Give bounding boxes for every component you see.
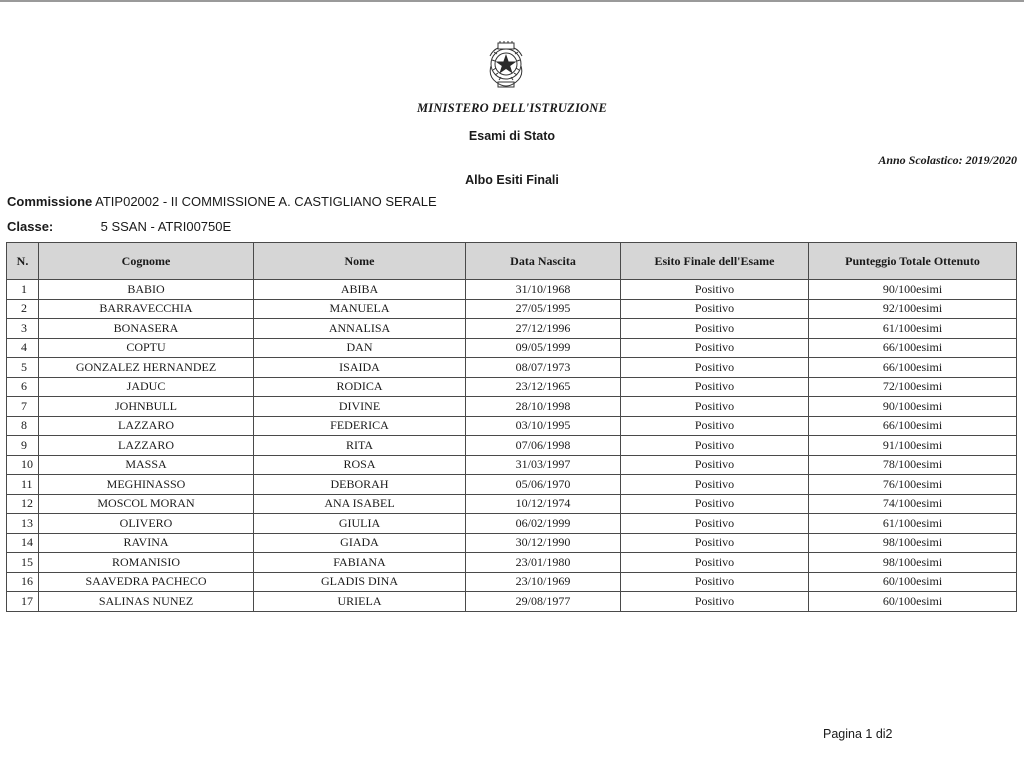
esito-cell: Positivo xyxy=(621,572,809,592)
table-row xyxy=(7,397,1017,417)
punteggio-cell: 91/100esimi xyxy=(809,436,1017,456)
esito-cell: Positivo xyxy=(621,455,809,475)
birthdate-cell: 10/12/1974 xyxy=(466,494,621,514)
punteggio-cell: 61/100esimi xyxy=(809,319,1017,339)
punteggio-cell: 98/100esimi xyxy=(809,553,1017,573)
birthdate-cell: 03/10/1995 xyxy=(466,416,621,436)
punteggio-cell: 66/100esimi xyxy=(809,416,1017,436)
esito-cell: Positivo xyxy=(621,377,809,397)
birthdate-cell: 08/07/1973 xyxy=(466,358,621,378)
punteggio-cell: 60/100esimi xyxy=(809,592,1017,612)
birthdate-cell: 31/03/1997 xyxy=(466,455,621,475)
birthdate-cell: 23/12/1965 xyxy=(466,377,621,397)
register-title: Albo Esiti Finali xyxy=(465,173,559,187)
row-number: 14 xyxy=(7,533,39,553)
row-number: 1 xyxy=(7,280,39,300)
esito-cell: Positivo xyxy=(621,494,809,514)
cognome-cell: BONASERA xyxy=(39,319,254,339)
punteggio-cell: 76/100esimi xyxy=(809,475,1017,495)
page-number: Pagina 1 di2 xyxy=(823,727,893,741)
punteggio-cell: 78/100esimi xyxy=(809,455,1017,475)
nome-cell: DEBORAH xyxy=(254,475,466,495)
birthdate-cell: 28/10/1998 xyxy=(466,397,621,417)
cognome-cell: MASSA xyxy=(39,455,254,475)
commissione-line xyxy=(7,194,437,209)
cognome-cell: SAAVEDRA PACHECO xyxy=(39,572,254,592)
punteggio-cell: 74/100esimi xyxy=(809,494,1017,514)
cognome-cell: LAZZARO xyxy=(39,436,254,456)
table-row xyxy=(7,533,1017,553)
nome-cell: ROSA xyxy=(254,455,466,475)
esito-cell: Positivo xyxy=(621,553,809,573)
table-row xyxy=(7,455,1017,475)
table-row xyxy=(7,338,1017,358)
row-number: 6 xyxy=(7,377,39,397)
birthdate-cell: 31/10/1968 xyxy=(466,280,621,300)
table-row xyxy=(7,572,1017,592)
commissione-value: ATIP02002 - II COMMISSIONE A. CASTIGLIANO SERALE xyxy=(95,194,437,209)
table-row xyxy=(7,553,1017,573)
cognome-cell: MEGHINASSO xyxy=(39,475,254,495)
birthdate-cell: 30/12/1990 xyxy=(466,533,621,553)
cognome-cell: LAZZARO xyxy=(39,416,254,436)
esito-cell: Positivo xyxy=(621,299,809,319)
table-row xyxy=(7,494,1017,514)
cognome-cell: BARRAVECCHIA xyxy=(39,299,254,319)
punteggio-cell: 90/100esimi xyxy=(809,397,1017,417)
nome-cell: ABIBA xyxy=(254,280,466,300)
esito-cell: Positivo xyxy=(621,358,809,378)
nome-cell: FEDERICA xyxy=(254,416,466,436)
nome-cell: ISAIDA xyxy=(254,358,466,378)
birthdate-cell: 29/08/1977 xyxy=(466,592,621,612)
row-number: 12 xyxy=(7,494,39,514)
row-number: 7 xyxy=(7,397,39,417)
esito-cell: Positivo xyxy=(621,397,809,417)
classe-label: Classe: xyxy=(7,219,54,234)
nome-cell: RODICA xyxy=(254,377,466,397)
punteggio-cell: 61/100esimi xyxy=(809,514,1017,534)
table-row xyxy=(7,592,1017,612)
esito-cell: Positivo xyxy=(621,592,809,612)
nome-cell: RITA xyxy=(254,436,466,456)
table-row xyxy=(7,358,1017,378)
table-row xyxy=(7,514,1017,534)
esito-cell: Positivo xyxy=(621,436,809,456)
birthdate-cell: 07/06/1998 xyxy=(466,436,621,456)
cognome-cell: RAVINA xyxy=(39,533,254,553)
esito-cell: Positivo xyxy=(621,475,809,495)
cognome-cell: COPTU xyxy=(39,338,254,358)
table-row xyxy=(7,319,1017,339)
cognome-cell: JOHNBULL xyxy=(39,397,254,417)
school-year: Anno Scolastico: 2019/2020 xyxy=(878,153,1017,167)
header-cognome: Cognome xyxy=(39,243,254,280)
table-row xyxy=(7,280,1017,300)
esito-cell: Positivo xyxy=(621,280,809,300)
birthdate-cell: 23/10/1969 xyxy=(466,572,621,592)
row-number: 2 xyxy=(7,299,39,319)
nome-cell: MANUELA xyxy=(254,299,466,319)
commissione-label: Commissione xyxy=(7,194,93,209)
row-number: 8 xyxy=(7,416,39,436)
esito-cell: Positivo xyxy=(621,319,809,339)
row-number: 10 xyxy=(7,455,39,475)
nome-cell: URIELA xyxy=(254,592,466,612)
header-nome: Nome xyxy=(254,243,466,280)
birthdate-cell: 27/12/1996 xyxy=(466,319,621,339)
cognome-cell: SALINAS NUNEZ xyxy=(39,592,254,612)
italian-republic-emblem-icon xyxy=(484,40,528,90)
birthdate-cell: 05/06/1970 xyxy=(466,475,621,495)
row-number: 16 xyxy=(7,572,39,592)
esito-cell: Positivo xyxy=(621,416,809,436)
cognome-cell: GONZALEZ HERNANDEZ xyxy=(39,358,254,378)
row-number: 3 xyxy=(7,319,39,339)
classe-value: 5 SSAN - ATRI00750E xyxy=(100,219,232,234)
birthdate-cell: 27/05/1995 xyxy=(466,299,621,319)
punteggio-cell: 60/100esimi xyxy=(809,572,1017,592)
birthdate-cell: 09/05/1999 xyxy=(466,338,621,358)
punteggio-cell: 98/100esimi xyxy=(809,533,1017,553)
table-row xyxy=(7,436,1017,456)
punteggio-cell: 90/100esimi xyxy=(809,280,1017,300)
nome-cell: GIADA xyxy=(254,533,466,553)
row-number: 17 xyxy=(7,592,39,612)
esito-cell: Positivo xyxy=(621,338,809,358)
punteggio-cell: 66/100esimi xyxy=(809,338,1017,358)
esito-cell: Positivo xyxy=(621,533,809,553)
exam-title: Esami di Stato xyxy=(468,129,556,143)
header-data-nascita: Data Nascita xyxy=(466,243,621,280)
table-row xyxy=(7,377,1017,397)
cognome-cell: JADUC xyxy=(39,377,254,397)
table-row xyxy=(7,299,1017,319)
table-body xyxy=(7,280,1017,612)
nome-cell: FABIANA xyxy=(254,553,466,573)
row-number: 15 xyxy=(7,553,39,573)
table-header-row xyxy=(7,243,1017,280)
nome-cell: DAN xyxy=(254,338,466,358)
row-number: 11 xyxy=(7,475,39,495)
ministry-title: MINISTERO DELL'ISTRUZIONE xyxy=(416,101,608,115)
nome-cell: ANA ISABEL xyxy=(254,494,466,514)
birthdate-cell: 23/01/1980 xyxy=(466,553,621,573)
nome-cell: DIVINE xyxy=(254,397,466,417)
table-row xyxy=(7,475,1017,495)
nome-cell: ANNALISA xyxy=(254,319,466,339)
esito-cell: Positivo xyxy=(621,514,809,534)
row-number: 9 xyxy=(7,436,39,456)
row-number: 5 xyxy=(7,358,39,378)
nome-cell: GIULIA xyxy=(254,514,466,534)
row-number: 4 xyxy=(7,338,39,358)
results-table xyxy=(6,242,1017,612)
top-rule xyxy=(0,0,1024,2)
cognome-cell: MOSCOL MORAN xyxy=(39,494,254,514)
row-number: 13 xyxy=(7,514,39,534)
classe-line xyxy=(7,219,231,234)
header-number: N. xyxy=(7,243,39,280)
birthdate-cell: 06/02/1999 xyxy=(466,514,621,534)
punteggio-cell: 92/100esimi xyxy=(809,299,1017,319)
nome-cell: GLADIS DINA xyxy=(254,572,466,592)
cognome-cell: BABIO xyxy=(39,280,254,300)
cognome-cell: ROMANISIO xyxy=(39,553,254,573)
header-punteggio: Punteggio Totale Ottenuto xyxy=(809,243,1017,280)
table-row xyxy=(7,416,1017,436)
header-esito: Esito Finale dell'Esame xyxy=(621,243,809,280)
punteggio-cell: 72/100esimi xyxy=(809,377,1017,397)
cognome-cell: OLIVERO xyxy=(39,514,254,534)
punteggio-cell: 66/100esimi xyxy=(809,358,1017,378)
